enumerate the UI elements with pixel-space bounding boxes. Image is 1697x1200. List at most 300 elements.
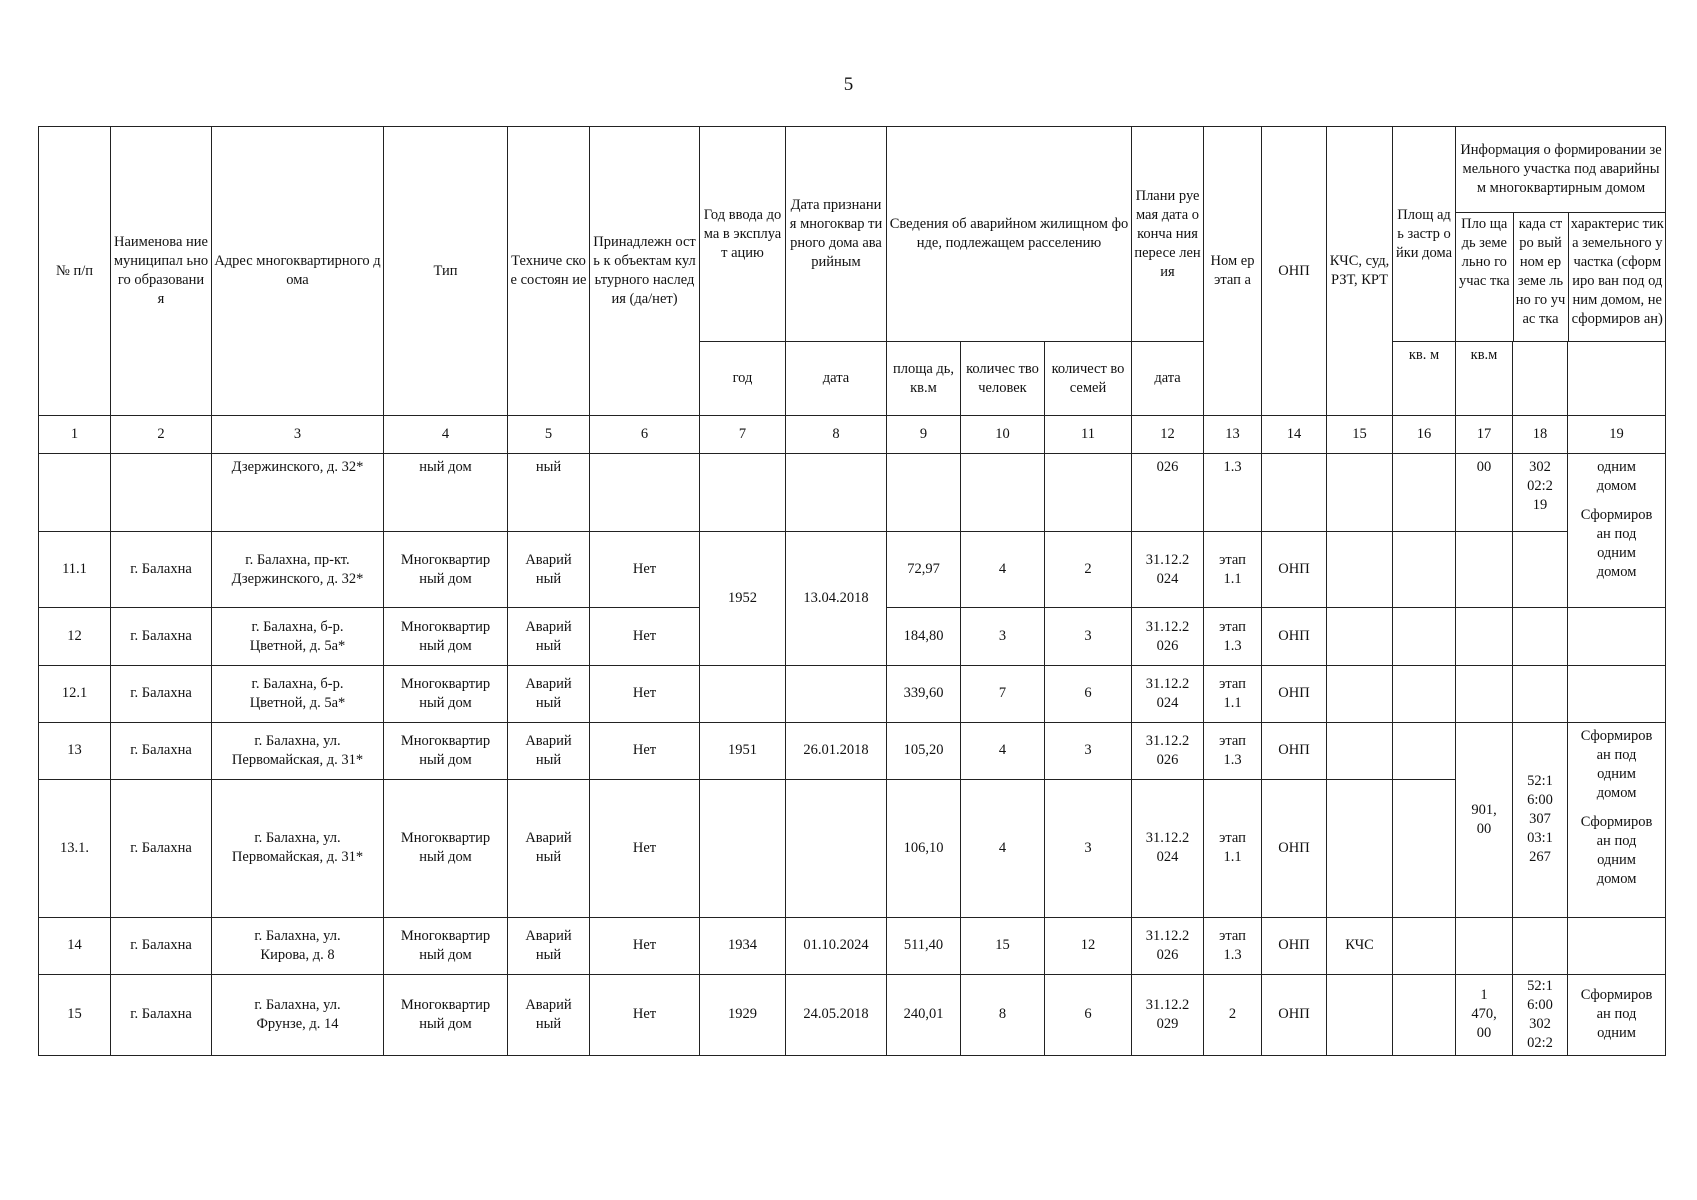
recognition-date-cell: 01.10.2024: [786, 917, 887, 974]
table-cell: [111, 454, 212, 532]
header-cell: Техниче ское состоян ие: [508, 127, 590, 416]
land-area-cell: 00: [1456, 454, 1513, 532]
text-line: Аварий: [525, 551, 572, 568]
header-cell: количес тво человек: [961, 342, 1045, 416]
header-cell: дата: [786, 342, 887, 416]
text-line: одним: [1597, 545, 1636, 562]
cadastral-line: 302: [1529, 459, 1551, 476]
stage-cell: [1204, 779, 1262, 917]
table-cell: [1456, 608, 1513, 665]
table-cell: [1393, 532, 1456, 608]
onp-cell: ОНП: [1262, 917, 1327, 974]
text-line: 470,: [1471, 1006, 1497, 1023]
text-line: Сформиров: [1580, 987, 1653, 1004]
text-line: г. Балахна, пр-кт.: [245, 551, 350, 568]
area-cell: 339,60: [887, 665, 961, 722]
table-cell: [1513, 665, 1568, 722]
header-cell: характерис тика земельного участка (сформиро ван под одним домом, не сформиров ан): [1570, 215, 1664, 327]
text-line: г. Балахна, ул.: [254, 996, 341, 1013]
table-cell: [786, 779, 887, 917]
people-cell: 4: [961, 722, 1045, 779]
end-date-cell: [1132, 974, 1204, 1055]
text-line: Аварий: [525, 675, 572, 692]
municipality-cell: г. Балахна: [111, 917, 212, 974]
municipality-cell: г. Балахна: [111, 665, 212, 722]
text-line: 024: [1156, 849, 1179, 866]
area-cell: 72,97: [887, 532, 961, 608]
column-number: 19: [1568, 416, 1666, 454]
row-number-cell: 12: [39, 608, 111, 665]
state-cell: [508, 722, 590, 779]
table-cell: [39, 454, 111, 532]
recognition-date-cell: 26.01.2018: [786, 722, 887, 779]
table-cell: [961, 454, 1045, 532]
column-number: 4: [384, 416, 508, 454]
address-cell: [212, 608, 384, 665]
column-number: 12: [1132, 416, 1204, 454]
text-line: 1.3: [1223, 946, 1242, 963]
emergency-housing-table: [38, 126, 1666, 1056]
text-line: Цветной, д. 5а*: [249, 694, 346, 711]
address-cell: [212, 665, 384, 722]
table-cell: [1327, 974, 1393, 1055]
text-line: ный: [535, 946, 562, 963]
column-number: 7: [700, 416, 786, 454]
text-line: Аварий: [525, 996, 572, 1013]
table-cell: [786, 665, 887, 722]
type-cell: [384, 532, 508, 608]
header-cell: Тип: [384, 127, 508, 416]
text-line: 00: [1476, 1025, 1492, 1042]
state-cell: [508, 917, 590, 974]
header-cell: № п/п: [39, 127, 111, 416]
text-line: 1.1: [1223, 849, 1242, 866]
text-line: ный: [535, 637, 562, 654]
table-cell: [1393, 665, 1456, 722]
state-cell: [508, 974, 590, 1055]
text-line: домом: [1596, 784, 1637, 801]
header-cell: Сведения об аварийном жилищном фонде, подлежащем расселению: [887, 127, 1132, 342]
text-line: 024: [1156, 694, 1179, 711]
table-row: [39, 722, 1666, 779]
type-cell: [384, 974, 508, 1055]
land-characteristic-cell: [1568, 722, 1666, 917]
municipality-cell: г. Балахна: [111, 532, 212, 608]
text-line: 31.12.2: [1145, 618, 1190, 635]
text-line: 1.1: [1223, 570, 1242, 587]
text-line: 026: [1156, 946, 1179, 963]
end-date-cell: 026: [1132, 454, 1204, 532]
stage-cell: [1204, 608, 1262, 665]
header-cell: Информация о формировании земельного участка под аварийным многоквартирным домом: [1456, 127, 1666, 212]
table-cell: [1456, 917, 1513, 974]
text-line: 302: [1529, 1015, 1551, 1032]
column-numbers-row: [39, 416, 1666, 454]
table-cell: [700, 454, 786, 532]
onp-cell: ОНП: [1262, 665, 1327, 722]
table-row: [39, 974, 1666, 1055]
text-line: Многоквартир: [400, 927, 491, 944]
people-cell: 8: [961, 974, 1045, 1055]
land-area-cell: [1456, 974, 1513, 1055]
text-line: Сформиров: [1580, 507, 1653, 524]
row-number-cell: 13.1.: [39, 779, 111, 917]
text-line: ный: [535, 751, 562, 768]
row-number-cell: 14: [39, 917, 111, 974]
cadastral-cell: [1513, 454, 1568, 532]
text-line: 267: [1529, 849, 1551, 866]
text-line: 6:00: [1527, 792, 1553, 809]
column-number: 18: [1513, 416, 1568, 454]
stage-cell: [1204, 665, 1262, 722]
text-line: Аварий: [525, 618, 572, 635]
column-number: 15: [1327, 416, 1393, 454]
land-characteristic-cell: [1568, 454, 1666, 608]
text-line: домом: [1596, 564, 1637, 581]
table-cell: [1513, 608, 1568, 665]
text-line: Многоквартир: [400, 996, 491, 1013]
header-cell: Дата признания многоквар тирного дома аварийным: [786, 127, 887, 342]
text-line: г. Балахна, ул.: [254, 927, 341, 944]
text-line: ный дом: [419, 946, 472, 963]
text-line: Цветной, д. 5а*: [249, 637, 346, 654]
column-number: 8: [786, 416, 887, 454]
table-cell: [1262, 454, 1327, 532]
area-cell: 184,80: [887, 608, 961, 665]
header-row: [39, 127, 1666, 342]
type-cell: ный дом: [384, 454, 508, 532]
text-line: Сформиров: [1580, 727, 1653, 744]
land-plot-header: [1456, 127, 1666, 342]
area-cell: 511,40: [887, 917, 961, 974]
text-line: 03:1: [1527, 830, 1553, 847]
text-line: г. Балахна, б-р.: [251, 618, 344, 635]
table-cell: [1327, 779, 1393, 917]
end-date-cell: [1132, 665, 1204, 722]
text-line: Многоквартир: [400, 551, 491, 568]
header-cell: [1568, 342, 1666, 416]
state-cell: [508, 532, 590, 608]
text-line: одним: [1597, 851, 1636, 868]
families-cell: 2: [1045, 532, 1132, 608]
table-row: [39, 917, 1666, 974]
text-line: ан под: [1596, 526, 1637, 543]
header-cell: Площ адь застр ойки дома: [1393, 127, 1456, 342]
table-cell: [1327, 608, 1393, 665]
people-cell: 4: [961, 779, 1045, 917]
table-cell: [887, 454, 961, 532]
address-cell: [212, 974, 384, 1055]
text-line: г. Балахна, б-р.: [251, 675, 344, 692]
text-line: ан под: [1596, 746, 1637, 763]
text-line: 026: [1156, 751, 1179, 768]
text-line: этап: [1219, 830, 1246, 847]
text-line: Многоквартир: [400, 830, 491, 847]
address-cell: [212, 722, 384, 779]
header-cell: Пло щадь земе льно го учас тка: [1456, 212, 1513, 341]
table-cell: [1327, 454, 1393, 532]
header-cell: Адрес многоквартирного дома: [212, 127, 384, 416]
text-line: 52:1: [1527, 977, 1553, 994]
table-cell: [1513, 917, 1568, 974]
table-cell: [1393, 917, 1456, 974]
families-cell: 3: [1045, 779, 1132, 917]
text-line: 029: [1156, 1015, 1179, 1032]
header-cell: кв. м: [1393, 342, 1456, 416]
header-cell: кв.м: [1456, 342, 1513, 416]
text-line: Многоквартир: [400, 675, 491, 692]
onp-cell: ОНП: [1262, 722, 1327, 779]
row-number-cell: 12.1: [39, 665, 111, 722]
table-cell: [700, 779, 786, 917]
recognition-date-cell: 24.05.2018: [786, 974, 887, 1055]
text-line: ан под: [1596, 1006, 1637, 1023]
text-line: Аварий: [525, 830, 572, 847]
municipality-cell: г. Балахна: [111, 974, 212, 1055]
text-line: домом: [1596, 870, 1637, 887]
row-number-cell: 11.1: [39, 532, 111, 608]
people-cell: 15: [961, 917, 1045, 974]
text-line: ный дом: [419, 1015, 472, 1032]
text-line: ный дом: [419, 751, 472, 768]
area-cell: 105,20: [887, 722, 961, 779]
text-line: 31.12.2: [1145, 551, 1190, 568]
table-cell: [1327, 665, 1393, 722]
text-line: этап: [1219, 927, 1246, 944]
column-number: 13: [1204, 416, 1262, 454]
stage-cell: [1204, 917, 1262, 974]
header-cell: год: [700, 342, 786, 416]
text-line: 00: [1476, 820, 1492, 837]
text-line: 02:2: [1527, 1034, 1553, 1051]
onp-cell: ОНП: [1262, 974, 1327, 1055]
table-cell: [1327, 532, 1393, 608]
table-cell: [1327, 722, 1393, 779]
header-cell: количест во семей: [1045, 342, 1132, 416]
end-date-cell: [1132, 532, 1204, 608]
municipality-cell: г. Балахна: [111, 608, 212, 665]
text-line: Аварий: [525, 732, 572, 749]
end-date-cell: [1132, 608, 1204, 665]
heritage-cell: Нет: [590, 974, 700, 1055]
end-date-cell: [1132, 917, 1204, 974]
heritage-cell: Нет: [590, 608, 700, 665]
onp-cell: ОНП: [1262, 779, 1327, 917]
state-cell: [508, 608, 590, 665]
column-number: 1: [39, 416, 111, 454]
text-line: ный дом: [419, 637, 472, 654]
text-line: одним: [1597, 1025, 1636, 1042]
text-line: 52:1: [1527, 773, 1553, 790]
text-line: 31.12.2: [1145, 830, 1190, 847]
cadastral-line: 02:2: [1527, 478, 1553, 495]
heritage-cell: Нет: [590, 779, 700, 917]
text-line: Аварий: [525, 927, 572, 944]
onp-cell: ОНП: [1262, 608, 1327, 665]
table-cell: [1393, 608, 1456, 665]
families-cell: 3: [1045, 608, 1132, 665]
type-cell: [384, 722, 508, 779]
table-cell: [1393, 722, 1456, 779]
text-line: домом: [1596, 478, 1637, 495]
text-line: 024: [1156, 570, 1179, 587]
text-line: одним: [1597, 459, 1636, 476]
text-line: Кирова, д. 8: [260, 946, 335, 963]
text-line: ный: [535, 849, 562, 866]
header-cell: дата: [1132, 342, 1204, 416]
table-cell: [786, 454, 887, 532]
header-cell: КЧС, суд, РЗТ, КРТ: [1327, 127, 1393, 416]
table-cell: [1456, 665, 1513, 722]
text-line: 1.3: [1223, 637, 1242, 654]
people-cell: 4: [961, 532, 1045, 608]
column-number: 5: [508, 416, 590, 454]
text-line: г. Балахна, ул.: [254, 732, 341, 749]
text-line: Первомайская, д. 31*: [231, 751, 364, 768]
state-cell: [508, 665, 590, 722]
area-cell: 106,10: [887, 779, 961, 917]
families-cell: 12: [1045, 917, 1132, 974]
table-cell: [1045, 454, 1132, 532]
table-cell: [1393, 974, 1456, 1055]
header-cell: Ном ер этап а: [1204, 127, 1262, 416]
onp-cell: ОНП: [1262, 532, 1327, 608]
recognition-date-cell: 13.04.2018: [786, 532, 887, 665]
table-cell: [1568, 608, 1666, 665]
state-cell: [508, 779, 590, 917]
end-date-cell: [1132, 722, 1204, 779]
table-row: [39, 665, 1666, 722]
address-cell: [212, 532, 384, 608]
kchs-cell: КЧС: [1327, 917, 1393, 974]
cadastral-cell: [1513, 722, 1568, 917]
text-line: ный дом: [419, 849, 472, 866]
year-cell: 1952: [700, 532, 786, 665]
header-cell: Наименова ние муниципал ьного образовани я: [111, 127, 212, 416]
text-line: 1.3: [1223, 751, 1242, 768]
cadastral-line: 19: [1532, 497, 1548, 514]
text-line: 31.12.2: [1145, 996, 1190, 1013]
families-cell: 3: [1045, 722, 1132, 779]
text-line: 307: [1529, 811, 1551, 828]
table-cell: [1393, 779, 1456, 917]
families-cell: 6: [1045, 665, 1132, 722]
heritage-cell: Нет: [590, 665, 700, 722]
address-cell: [212, 779, 384, 917]
header-cell: площа дь, кв.м: [887, 342, 961, 416]
year-cell: 1951: [700, 722, 786, 779]
people-cell: 3: [961, 608, 1045, 665]
text-line: 31.12.2: [1145, 732, 1190, 749]
column-number: 9: [887, 416, 961, 454]
column-number: 16: [1393, 416, 1456, 454]
text-line: Многоквартир: [400, 732, 491, 749]
table-row: [39, 532, 1666, 608]
year-cell: 1929: [700, 974, 786, 1055]
table-cell: [1568, 917, 1666, 974]
text-line: ный дом: [419, 694, 472, 711]
table-cell: [1568, 665, 1666, 722]
municipality-cell: г. Балахна: [111, 779, 212, 917]
type-cell: [384, 608, 508, 665]
table-row: [39, 454, 1666, 532]
text-line: 901,: [1471, 801, 1497, 818]
text-line: Сформиров: [1580, 813, 1653, 830]
text-line: одним: [1597, 765, 1636, 782]
header-cell: Плани руемая дата оконча ния пересе ления: [1132, 127, 1204, 342]
text-line: ан под: [1596, 832, 1637, 849]
cadastral-cell: [1513, 974, 1568, 1055]
table-row: [39, 779, 1666, 917]
text-line: Дзержинского, д. 32*: [231, 570, 364, 587]
end-date-cell: [1132, 779, 1204, 917]
type-cell: [384, 779, 508, 917]
year-cell: 1934: [700, 917, 786, 974]
stage-cell: 2: [1204, 974, 1262, 1055]
families-cell: 6: [1045, 974, 1132, 1055]
text-line: г. Балахна, ул.: [254, 830, 341, 847]
header-cell: Год ввода дома в эксплуат ацию: [700, 127, 786, 342]
header-cell: ОНП: [1262, 127, 1327, 416]
stage-cell: [1204, 532, 1262, 608]
text-line: ный: [535, 570, 562, 587]
text-line: 31.12.2: [1145, 675, 1190, 692]
column-number: 2: [111, 416, 212, 454]
address-cell: Дзержинского, д. 32*: [212, 454, 384, 532]
text-line: этап: [1219, 675, 1246, 692]
type-cell: [384, 665, 508, 722]
row-number-cell: 15: [39, 974, 111, 1055]
column-number: 3: [212, 416, 384, 454]
header-cell: када стро вый ном ер земе льно го учас тка: [1513, 212, 1568, 341]
text-line: Фрунзе, д. 14: [256, 1015, 339, 1032]
stage-cell: 1.3: [1204, 454, 1262, 532]
type-cell: [384, 917, 508, 974]
row-number-cell: 13: [39, 722, 111, 779]
page-number: 5: [843, 74, 854, 95]
text-line: 1: [1480, 987, 1488, 1004]
column-number: 10: [961, 416, 1045, 454]
header-cell: [1513, 342, 1568, 416]
text-line: 026: [1156, 637, 1179, 654]
text-line: 6:00: [1527, 996, 1553, 1013]
table-cell: [590, 454, 700, 532]
text-line: этап: [1219, 551, 1246, 568]
land-area-cell: [1456, 722, 1513, 917]
column-number: 14: [1262, 416, 1327, 454]
header-cell: Принадлежн ость к объектам культурного наследия (да/нет): [590, 127, 700, 416]
heritage-cell: Нет: [590, 917, 700, 974]
municipality-cell: г. Балахна: [111, 722, 212, 779]
text-line: 31.12.2: [1145, 927, 1190, 944]
address-cell: [212, 917, 384, 974]
heritage-cell: Нет: [590, 532, 700, 608]
people-cell: 7: [961, 665, 1045, 722]
text-line: этап: [1219, 618, 1246, 635]
table-cell: [1513, 532, 1568, 608]
text-line: 1.1: [1223, 694, 1242, 711]
heritage-cell: Нет: [590, 722, 700, 779]
text-line: Многоквартир: [400, 618, 491, 635]
text-line: Первомайская, д. 31*: [231, 849, 364, 866]
table-cell: [1393, 454, 1456, 532]
area-cell: 240,01: [887, 974, 961, 1055]
stage-cell: [1204, 722, 1262, 779]
text-line: ный: [535, 694, 562, 711]
text-line: ный: [535, 1015, 562, 1032]
table-cell: [1456, 532, 1513, 608]
text-line: ный дом: [419, 570, 472, 587]
